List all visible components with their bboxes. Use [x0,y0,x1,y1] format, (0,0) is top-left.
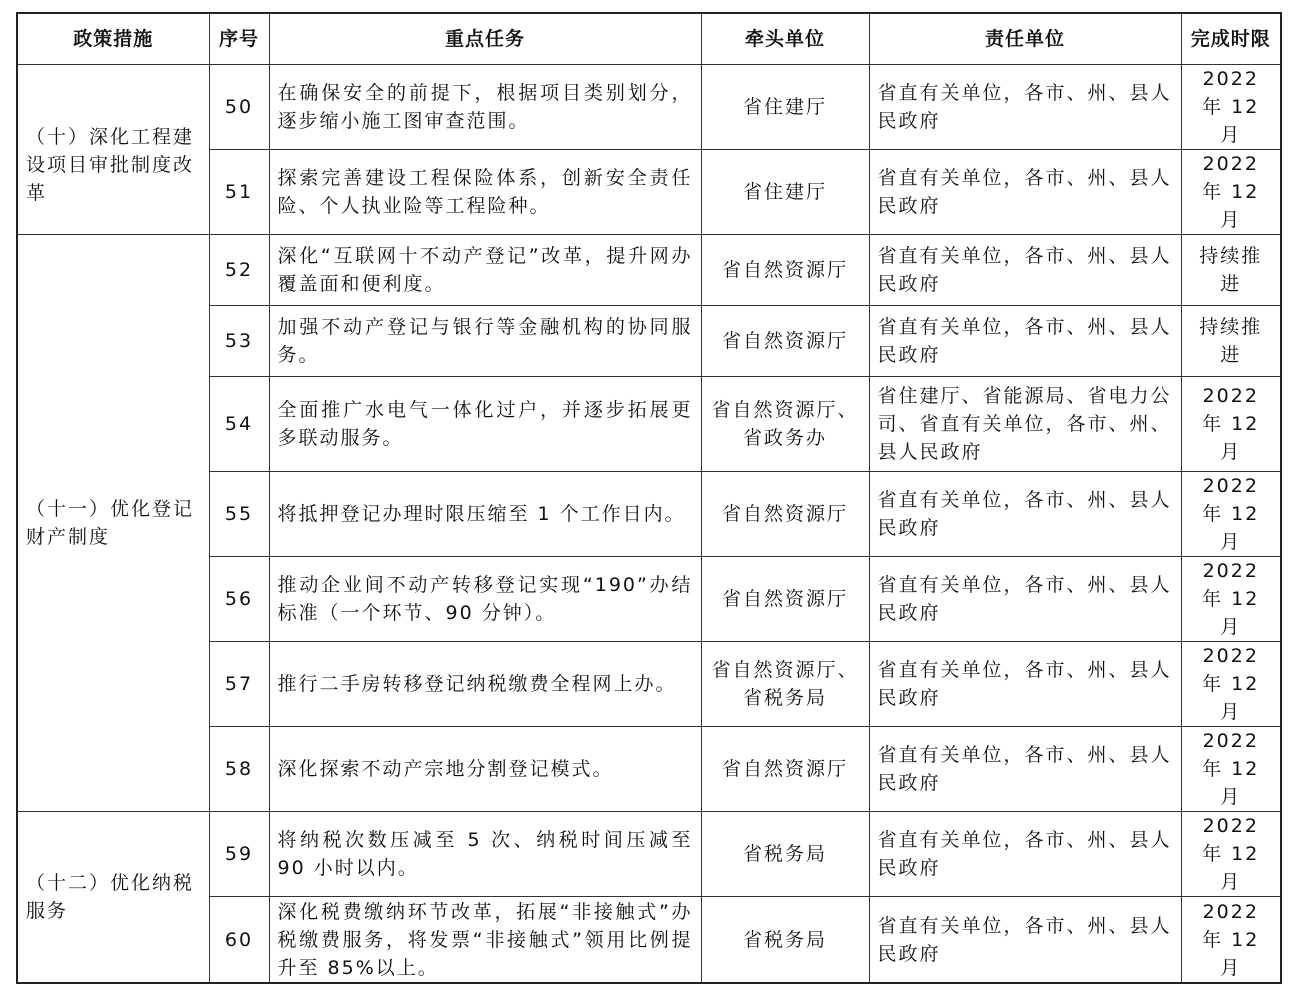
task-cell: 深化“互联网十不动产登记”改革，提升网办覆盖面和便利度。 [269,235,701,306]
lead-unit-cell: 省自然资源厅 [701,235,869,306]
task-cell: 深化探索不动产宗地分割登记模式。 [269,727,701,812]
task-cell: 推动企业间不动产转移登记实现“190”办结标准（一个环节、90 分钟）。 [269,557,701,642]
lead-unit-cell: 省自然资源厅、省政务办 [701,377,869,472]
policy-measure-text: （十）深化工程建设项目审批制度改革 [26,125,195,204]
seq-cell: 56 [209,557,269,642]
task-cell: 将纳税次数压减至 5 次、纳税时间压减至 90 小时以内。 [269,812,701,897]
policy-measure-cell [17,65,209,235]
policy-measure-cell [17,812,209,984]
deadline-cell: 持续推进 [1181,306,1281,377]
task-cell: 探索完善建设工程保险体系，创新安全责任险、个人执业险等工程险种。 [269,150,701,235]
deadline-cell: 2022 年 12 月 [1181,897,1281,984]
task-cell: 将抵押登记办理时限压缩至 1 个工作日内。 [269,472,701,557]
lead-unit-cell: 省自然资源厅 [701,727,869,812]
seq-cell: 50 [209,65,269,150]
table-row [17,65,1281,150]
responsible-unit-cell: 省直有关单位，各市、州、县人民政府 [869,472,1181,557]
lead-unit-cell: 省自然资源厅 [701,306,869,377]
lead-unit-cell: 省税务局 [701,897,869,984]
lead-unit-cell: 省自然资源厅 [701,557,869,642]
table-row [17,235,1281,306]
lead-unit-cell: 省税务局 [701,812,869,897]
responsible-unit-cell: 省直有关单位，各市、州、县人民政府 [869,727,1181,812]
policy-task-table [16,12,1282,984]
table-row [17,812,1281,897]
task-cell: 在确保安全的前提下，根据项目类别划分，逐步缩小施工图审查范围。 [269,65,701,150]
responsible-unit-cell: 省直有关单位，各市、州、县人民政府 [869,150,1181,235]
deadline-cell: 2022 年 12 月 [1181,642,1281,727]
deadline-cell: 持续推进 [1181,235,1281,306]
deadline-cell: 2022 年 12 月 [1181,472,1281,557]
responsible-unit-cell: 省直有关单位，各市、州、县人民政府 [869,897,1181,984]
header-lead: 牵头单位 [701,13,869,65]
header-measure: 政策措施 [17,13,209,65]
seq-cell: 60 [209,897,269,984]
lead-unit-cell: 省住建厅 [701,150,869,235]
policy-measure-cell [17,235,209,812]
lead-unit-cell: 省自然资源厅、省税务局 [701,642,869,727]
seq-cell: 53 [209,306,269,377]
responsible-unit-cell: 省直有关单位，各市、州、县人民政府 [869,557,1181,642]
header-seq: 序号 [209,13,269,65]
seq-cell: 54 [209,377,269,472]
policy-measure-text: （十二）优化纳税服务 [26,872,195,922]
seq-cell: 59 [209,812,269,897]
responsible-unit-cell: 省直有关单位，各市、州、县人民政府 [869,65,1181,150]
deadline-cell: 2022 年 12 月 [1181,65,1281,150]
responsible-unit-cell: 省住建厅、省能源局、省电力公司、省直有关单位，各市、州、县人民政府 [869,377,1181,472]
deadline-cell: 2022 年 12 月 [1181,727,1281,812]
header-task: 重点任务 [269,13,701,65]
seq-cell: 52 [209,235,269,306]
deadline-cell: 2022 年 12 月 [1181,557,1281,642]
seq-cell: 51 [209,150,269,235]
responsible-unit-cell: 省直有关单位，各市、州、县人民政府 [869,306,1181,377]
seq-cell: 57 [209,642,269,727]
lead-unit-cell: 省自然资源厅 [701,472,869,557]
task-cell: 深化税费缴纳环节改革，拓展“非接触式”办税缴费服务，将发票“非接触式”领用比例提升至 85%以上。 [269,897,701,984]
header-deadline: 完成时限 [1181,13,1281,65]
seq-cell: 58 [209,727,269,812]
task-cell: 推行二手房转移登记纳税缴费全程网上办。 [269,642,701,727]
deadline-cell: 2022 年 12 月 [1181,150,1281,235]
task-cell: 全面推广水电气一体化过户，并逐步拓展更多联动服务。 [269,377,701,472]
policy-measure-text: （十一）优化登记财产制度 [26,498,195,548]
lead-unit-cell: 省住建厅 [701,65,869,150]
seq-cell: 55 [209,472,269,557]
header-row [17,13,1281,65]
deadline-cell: 2022 年 12 月 [1181,812,1281,897]
deadline-cell: 2022 年 12 月 [1181,377,1281,472]
task-cell: 加强不动产登记与银行等金融机构的协同服务。 [269,306,701,377]
page [16,12,1280,984]
responsible-unit-cell: 省直有关单位，各市、州、县人民政府 [869,235,1181,306]
header-resp: 责任单位 [869,13,1181,65]
responsible-unit-cell: 省直有关单位，各市、州、县人民政府 [869,812,1181,897]
responsible-unit-cell: 省直有关单位，各市、州、县人民政府 [869,642,1181,727]
